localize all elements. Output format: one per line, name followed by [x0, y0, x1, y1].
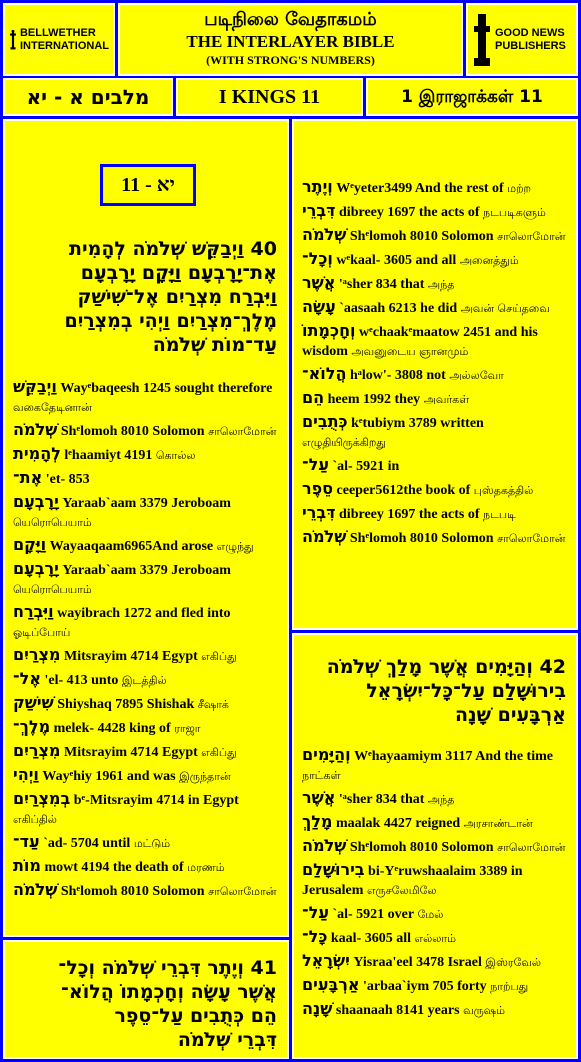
tamil-gloss: சாலொமோன்: [208, 885, 277, 898]
hebrew-word: עָשָׂה: [302, 297, 336, 316]
gloss: Shiyshaq 7895 Shishak: [57, 697, 195, 712]
verse-42: [294, 655, 576, 727]
tamil-gloss: அரசாண்டான்: [463, 817, 533, 830]
hebrew-word: שְׁלֹמֹה: [302, 527, 347, 546]
word-entry: [294, 788, 576, 809]
tamil-gloss: சாலொமோன்: [497, 230, 566, 243]
verse-line: הֵם כְּתֻבִים עַל־סֵפֶר: [114, 1005, 277, 1027]
word-entry: [294, 745, 576, 785]
hebrew-word: וְהַיָּמִים: [302, 745, 351, 764]
title-english: THE INTERLAYER BIBLE: [186, 32, 395, 51]
hebrew-word: כָּל־: [302, 927, 328, 946]
gloss: Wᵉyeter3499 And the rest of: [336, 181, 504, 196]
gloss: Mitsrayim 4714 Egypt: [64, 745, 198, 760]
word-list: [294, 177, 576, 548]
tamil-gloss: எருசலேமிலே: [366, 884, 437, 897]
tamil-gloss: அவனுடைய ஞானமும்: [351, 345, 469, 358]
gloss: Shᵉlomoh 8010 Solomon: [349, 840, 494, 855]
verse-line: מֶלֶךְ־מִצְרַיִם וַיְהִי בְמִצְרַיִם: [64, 310, 277, 332]
word-entry: [5, 559, 287, 599]
word-entry: [294, 860, 576, 900]
verse-line: 42 וְהַיָּמִים אֲשֶׁר מָלַךְ שְׁלֹמֹה: [326, 656, 566, 678]
tamil-gloss: அந்த: [427, 278, 455, 291]
hebrew-word: לְהָמִית: [13, 444, 61, 463]
hebrew-word: אֶל־: [13, 669, 41, 688]
tamil-gloss: யெரொபெயாம்: [13, 583, 92, 596]
gloss: ceeper5612the book of: [336, 483, 471, 498]
bible-icon: [472, 12, 492, 68]
hebrew-word: שְׁלֹמֹה: [302, 225, 347, 244]
tamil-gloss: புஸ்தகத்தில்: [473, 484, 534, 497]
hebrew-word: בִירוּשָׁלִַם: [302, 860, 365, 879]
hebrew-word: מִצְרַיִם: [13, 741, 61, 760]
word-entry: [5, 492, 287, 532]
gloss: Shᵉlomoh 8010 Solomon: [60, 424, 205, 439]
word-entry: [294, 412, 576, 452]
word-entry: [294, 999, 576, 1020]
gloss: Shᵉlomoh 8010 Solomon: [349, 531, 494, 546]
hebrew-word: שְׁלֹמֹה: [302, 836, 347, 855]
word-entry: [5, 669, 287, 690]
bellwether-logo: [3, 3, 115, 76]
tamil-gloss: எழுந்து: [216, 540, 254, 553]
word-entry: [5, 645, 287, 666]
word-entry: [294, 812, 576, 833]
tamil-gloss: சாலொமோன்: [497, 841, 566, 854]
hebrew-word: כְּתֻבִים: [302, 412, 348, 431]
hebrew-word: בְמִצְרַיִם: [13, 789, 71, 808]
gloss: Wᵉhayaamiym 3117 And the time: [354, 749, 553, 764]
word-entry: [5, 765, 287, 786]
verse-line: 40 וַיְבַקֵּשׁ שְׁלֹמֹה לְהָמִית: [69, 238, 277, 260]
word-entry: [294, 503, 576, 524]
hebrew-word: דִּבְרֵי: [302, 503, 336, 522]
tamil-gloss: ராஜா: [174, 722, 201, 735]
hebrew-word: מִצְרַיִם: [13, 645, 61, 664]
gloss: 'arbaa`iym 705 forty: [363, 979, 487, 994]
verse-40: [5, 237, 287, 357]
tamil-gloss: எகிப்து: [201, 746, 237, 759]
gloss: bᵉ-Mitsrayim 4714 in Egypt: [73, 793, 239, 808]
gloss: `aasaah 6213 he did: [339, 301, 458, 316]
gloss: bi-Yᵉruwshaalaim 3389 in Jerusalem: [302, 864, 523, 898]
gloss: hᵃlow'- 3808 not: [349, 368, 446, 383]
word-entry: [294, 321, 576, 361]
right-bottom-panel: [292, 633, 578, 1059]
right-top-panel: [292, 119, 578, 630]
verse-line: אֲשֶׁר עָשָׂה וְחָכְמָתוֹ הֲלוֹא־: [61, 981, 277, 1003]
word-entry: [294, 927, 576, 948]
word-entry: [5, 468, 287, 489]
hebrew-word: אֲשֶׁר: [302, 788, 336, 807]
book-english-box: [176, 78, 363, 116]
word-entry: [294, 177, 576, 198]
word-entry: [294, 836, 576, 857]
word-entry: [294, 249, 576, 270]
book-tamil: 1 இராஜாக்கள் 11: [401, 87, 543, 107]
hebrew-word: שָׁנָה: [302, 999, 333, 1018]
hebrew-word: אֶת־: [13, 468, 43, 487]
hebrew-word: אֲשֶׁר: [302, 273, 336, 292]
tamil-gloss: மரணம்: [187, 861, 225, 874]
gloss: Mitsrayim 4714 Egypt: [64, 649, 198, 664]
gloss: melek- 4428 king of: [53, 721, 171, 736]
word-entry: [294, 225, 576, 246]
word-entry: [5, 420, 287, 441]
gloss: Wayᵉbaqeesh 1245 sought therefore: [60, 381, 273, 396]
hebrew-word: מָלַךְ: [302, 812, 333, 831]
book-hebrew-box: [3, 78, 173, 116]
word-entry: [294, 527, 576, 548]
gloss: dibreey 1697 the acts of: [339, 507, 480, 522]
tamil-gloss: மேல்: [417, 908, 444, 921]
tamil-gloss: வருஷம்: [463, 1004, 505, 1017]
bellwether-logo-text: BELLWETHER INTERNATIONAL: [19, 26, 109, 52]
word-entry: [294, 455, 576, 476]
hebrew-word: אַרְבָּעִים: [302, 975, 360, 994]
gloss: kᵉtubiym 3789 written: [351, 416, 484, 431]
word-entry: [5, 377, 287, 417]
verse-line: עַד־מוֹת שְׁלֹמֹה: [152, 334, 277, 356]
hebrew-word: עַל־: [302, 903, 329, 922]
hebrew-word: יָרָבְעָם: [13, 559, 59, 578]
gloss: maalak 4427 reigned: [336, 816, 461, 831]
gloss: shaanaah 8141 years: [335, 1003, 460, 1018]
hebrew-word: וַיִּבְרַח: [13, 602, 54, 621]
gloss: kaal- 3605 all: [330, 931, 412, 946]
hebrew-word: יִשְׂרָאֵל: [302, 951, 350, 970]
tamil-gloss: அவர்கள்: [423, 393, 470, 406]
gloss: Shᵉlomoh 8010 Solomon: [349, 229, 494, 244]
tamil-gloss: நடபடிகளும்: [483, 206, 546, 219]
word-entry: [5, 717, 287, 738]
tamil-gloss: அந்த: [427, 793, 455, 806]
word-entry: [294, 201, 576, 222]
word-entry: [5, 741, 287, 762]
gloss: Yaraab`aam 3379 Jeroboam: [62, 563, 231, 578]
hebrew-word: וְיֶתֶר: [302, 177, 333, 196]
gloss: mowt 4194 the death of: [44, 860, 184, 875]
tamil-gloss: மற்ற: [507, 182, 532, 195]
tamil-gloss: நாற்பது: [490, 980, 529, 993]
word-entry: [5, 602, 287, 642]
word-entry: [5, 856, 287, 877]
tamil-gloss: ஓடிப்போய்: [13, 626, 71, 639]
gloss: Wayᵉhiy 1961 and was: [42, 769, 176, 784]
gloss: lᵉhaamiyt 4191: [64, 448, 153, 463]
goodnews-logo-text: GOOD NEWS PUBLISHERS: [495, 26, 566, 52]
hebrew-word: דִּבְרֵי: [302, 201, 336, 220]
gloss: `ad- 5704 until: [43, 836, 131, 851]
word-entry: [294, 364, 576, 385]
verse-line: אֶת־יָרָבְעָם וַיָּקָם יָרָבְעָם: [80, 262, 277, 284]
word-entry: [294, 975, 576, 996]
gloss: Yisraa'eel 3478 Israel: [353, 955, 482, 970]
word-entry: [294, 388, 576, 409]
tamil-gloss: சீஷாக்: [197, 698, 229, 711]
left-column: [3, 119, 289, 937]
gloss: Shᵉlomoh 8010 Solomon: [60, 884, 205, 899]
tamil-gloss: சாலொமோன்: [497, 532, 566, 545]
word-entry: [294, 479, 576, 500]
tamil-gloss: கொல்ல: [155, 449, 196, 462]
tamil-gloss: எகிப்து: [201, 650, 237, 663]
gloss: wᵉchaakᵉmaatow 2451 and his wisdom: [302, 325, 538, 359]
verse-line: דִּבְרֵי שְׁלֹמֹה: [177, 1029, 277, 1051]
hebrew-word: יָרָבְעָם: [13, 492, 59, 511]
verse-line: וַיִּבְרַח מִצְרַיִם אֶל־שִׁישַׁק: [77, 286, 277, 308]
hebrew-word: שִׁישַׁק: [13, 693, 54, 712]
word-list: [294, 745, 576, 1020]
word-entry: [5, 832, 287, 853]
tamil-gloss: இருந்தான்: [179, 770, 231, 783]
gloss: 'el- 413 unto: [44, 673, 119, 688]
tamil-gloss: மட்டும்: [133, 837, 171, 850]
hebrew-word: שְׁלֹמֹה: [13, 880, 58, 899]
hebrew-word: וַיְבַקֵּשׁ: [13, 377, 57, 396]
title-block: [118, 3, 463, 76]
hebrew-word: וַיָּקָם: [13, 535, 47, 554]
word-entry: [294, 951, 576, 972]
sheep-icon: [9, 12, 17, 68]
left-bottom-panel: [3, 940, 289, 1059]
tamil-gloss: இஸ்ரவேல்: [485, 956, 542, 969]
hebrew-word: עַד־: [13, 832, 40, 851]
word-entry: [5, 444, 287, 465]
gloss: Wayaaqaam6965And arose: [49, 539, 214, 554]
verse-line: בִירוּשָׁלִַם עַל־כָּל־יִשְׂרָאֵל: [366, 680, 566, 702]
title-subtitle: (WITH STRONG'S NUMBERS): [206, 53, 375, 67]
verse-line: אַרְבָּעִים שָׁנָה: [455, 704, 566, 726]
gloss: 'et- 853: [45, 472, 90, 487]
hebrew-word: שְׁלֹמֹה: [13, 420, 58, 439]
word-entry: [5, 693, 287, 714]
gloss: 'ᵃsher 834 that: [338, 277, 425, 292]
hebrew-word: מוֹת: [13, 856, 41, 875]
word-entry: [294, 273, 576, 294]
hebrew-word: עַל־: [302, 455, 329, 474]
chapter-box: יא - 11: [100, 164, 196, 206]
gloss: dibreey 1697 the acts of: [339, 205, 480, 220]
word-entry: [5, 789, 287, 829]
tamil-gloss: அனைத்தும்: [459, 254, 519, 267]
book-tamil-box: [366, 78, 578, 116]
tamil-gloss: நாட்கள்: [302, 769, 341, 782]
word-list: [5, 377, 287, 901]
gloss: `al- 5921 in: [332, 459, 400, 474]
gloss: heem 1992 they: [327, 392, 421, 407]
tamil-gloss: எழுதியிருக்கிறது: [302, 436, 386, 449]
tamil-gloss: நடபடி: [483, 508, 516, 521]
hebrew-word: הֵם: [302, 388, 325, 407]
verse-line: 41 וְיֶתֶר דִּבְרֵי שְׁלֹמֹה וְכָל־: [58, 957, 277, 979]
hebrew-word: וַיְהִי: [13, 765, 39, 784]
tamil-gloss: அவன் செய்தவை: [460, 302, 550, 315]
hebrew-word: הֲלוֹא־: [302, 364, 347, 383]
hebrew-word: מֶלֶךְ־: [13, 717, 51, 736]
hebrew-word: וְחָכְמָתוֹ: [302, 321, 356, 340]
word-entry: [294, 903, 576, 924]
book-english: I KINGS 11: [218, 86, 321, 108]
tamil-gloss: வகைதேடினான்: [13, 401, 92, 414]
gloss: 'ᵃsher 834 that: [338, 792, 425, 807]
gloss: Yaraab`aam 3379 Jeroboam: [62, 496, 231, 511]
goodnews-logo: [466, 3, 578, 76]
tamil-gloss: இடத்தில்: [121, 674, 167, 687]
verse-41: [5, 956, 287, 1052]
book-hebrew: מלבים א - יא: [26, 85, 150, 109]
tamil-gloss: யெரொபெயாம்: [13, 516, 92, 529]
word-entry: [294, 297, 576, 318]
gloss: wayibrach 1272 and fled into: [57, 606, 231, 621]
tamil-gloss: எகிப்தில்: [13, 813, 57, 826]
gloss: wᵉkaal- 3605 and all: [336, 253, 457, 268]
hebrew-word: סֵפֶר: [302, 479, 334, 498]
title-tamil: படிநிலை வேதாகமம்: [204, 9, 377, 30]
tamil-gloss: எல்லாம்: [414, 932, 456, 945]
gloss: `al- 5921 over: [332, 907, 415, 922]
tamil-gloss: சாலொமோன்: [208, 425, 277, 438]
hebrew-word: וְכָל־: [302, 249, 333, 268]
word-entry: [5, 535, 287, 556]
tamil-gloss: அல்லவோ: [449, 369, 504, 382]
word-entry: [5, 880, 287, 901]
